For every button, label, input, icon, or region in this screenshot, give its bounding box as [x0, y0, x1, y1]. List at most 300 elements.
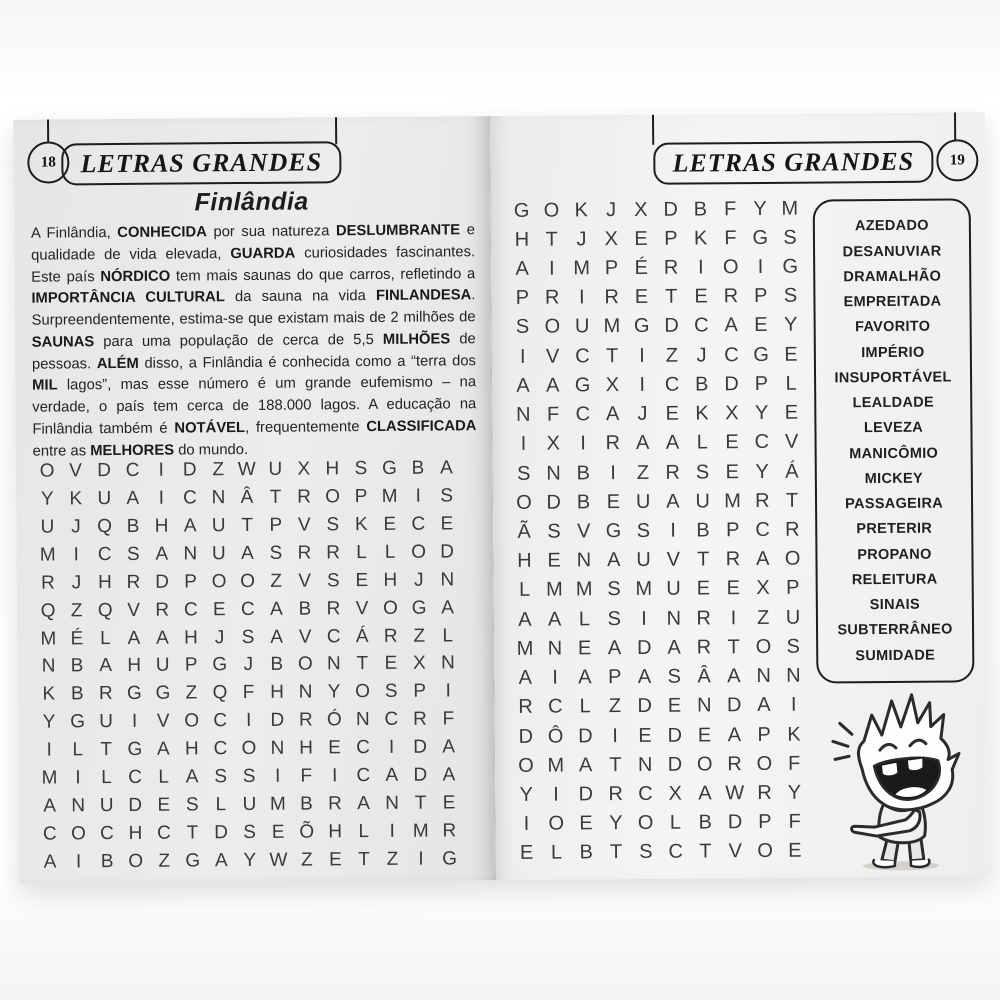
grid-letter: O: [516, 491, 532, 514]
grid-letter: R: [544, 286, 560, 309]
grid-letter: A: [578, 666, 592, 689]
grid-letter: P: [604, 257, 619, 280]
grid-letter: A: [518, 608, 532, 631]
grid-letter: C: [97, 544, 112, 566]
header-title-box: [653, 141, 933, 185]
grid-letter: P: [607, 666, 622, 689]
grid-letter: A: [756, 548, 770, 571]
grid-letter: M: [269, 793, 286, 815]
grid-letter: I: [158, 487, 165, 509]
header-connector-line: [652, 115, 654, 145]
grid-letter: P: [786, 577, 800, 600]
grid-letter: A: [515, 257, 529, 280]
grid-letter: I: [388, 736, 395, 758]
grid-letter: A: [214, 849, 228, 871]
grid-letter: N: [326, 653, 341, 675]
text-run: por sua natureza: [206, 223, 337, 241]
grid-letter: M: [381, 486, 398, 508]
grid-letter: M: [547, 754, 565, 777]
grid-letter: S: [241, 626, 255, 648]
grid-letter: I: [73, 544, 79, 566]
grid-letter: D: [155, 571, 169, 593]
grid-letter: V: [545, 345, 560, 368]
grid-letter: Q: [97, 599, 113, 621]
grid-letter: U: [211, 515, 226, 537]
grid-letter: R: [727, 752, 742, 775]
text-run: e qualidade de vida elevada,: [31, 222, 475, 264]
grid-letter: R: [663, 256, 679, 279]
grid-letter: I: [389, 820, 395, 842]
grid-letter: A: [607, 636, 622, 660]
grid-letter: P: [184, 654, 198, 676]
grid-letter: V: [355, 597, 369, 619]
grid-letter: D: [578, 783, 594, 806]
grid-letter: N: [211, 487, 226, 509]
grid-letter: U: [242, 793, 257, 815]
grid-letter: F: [442, 708, 455, 730]
grid-letter: Z: [212, 459, 225, 481]
grid-letter: T: [609, 841, 623, 864]
grid-letter: L: [215, 793, 227, 816]
grid-letter: G: [212, 654, 228, 676]
grid-letter: T: [241, 515, 254, 537]
grid-letter: L: [785, 372, 797, 395]
grid-letter: O: [355, 681, 371, 703]
grid-letter: Q: [40, 600, 56, 622]
grid-letter: I: [523, 812, 530, 836]
grid-letter: X: [634, 198, 648, 221]
grid-letter: Y: [755, 460, 769, 483]
grid-letter: E: [579, 812, 593, 835]
word-list-item: DRAMALHÃO: [843, 268, 942, 286]
grid-letter: J: [71, 572, 82, 594]
grid-letter: X: [546, 432, 561, 455]
grid-letter: I: [246, 710, 252, 732]
grid-letter: N: [786, 664, 801, 687]
grid-letter: B: [696, 519, 710, 542]
grid-letter: T: [100, 739, 113, 761]
grid-letter: T: [186, 822, 199, 844]
grid-letter: O: [241, 738, 257, 760]
grid-letter: I: [553, 783, 559, 806]
text-run: , frequentemente: [245, 418, 367, 436]
grid-letter: M: [40, 628, 57, 650]
grid-letter: K: [693, 227, 708, 250]
grid-letter: R: [696, 636, 712, 659]
grid-letter: N: [440, 569, 455, 591]
grid-letter: H: [270, 682, 284, 704]
word-list: [813, 198, 975, 683]
grid-letter: I: [612, 724, 619, 747]
grid-letter: C: [128, 766, 142, 788]
grid-letter: U: [99, 794, 114, 816]
grid-letter: U: [636, 549, 651, 572]
grid-letter: D: [637, 695, 653, 718]
grid-letter: G: [605, 520, 622, 543]
grid-letter: P: [664, 227, 678, 250]
keyword: NÓRDICO: [100, 268, 171, 285]
grid-letter: D: [518, 725, 534, 748]
grid-letter: Z: [70, 600, 83, 622]
grid-letter: I: [639, 344, 645, 367]
grid-letter: J: [413, 569, 424, 591]
grid-letter: L: [100, 627, 111, 649]
grid-letter: E: [606, 490, 621, 513]
grid-letter: O: [39, 460, 55, 483]
grid-letter: S: [636, 519, 651, 542]
grid-letter: A: [357, 792, 370, 814]
grid-letter: F: [787, 752, 801, 775]
grid-letter: B: [300, 793, 313, 815]
grid-letter: A: [607, 549, 621, 572]
header-connector-line: [335, 117, 337, 144]
grid-letter: T: [665, 285, 678, 308]
grid-letter: E: [519, 842, 534, 865]
grid-letter: S: [243, 821, 257, 843]
grid-letter: S: [783, 284, 798, 308]
grid-letter: X: [725, 402, 739, 425]
keyword: MILHÕES: [382, 331, 451, 348]
grid-letter: A: [666, 490, 680, 513]
grid-letter: E: [355, 569, 369, 592]
grid-letter: A: [727, 723, 742, 746]
grid-letter: O: [756, 752, 773, 775]
grid-letter: X: [668, 782, 682, 805]
motion-lines-icon: [833, 723, 852, 759]
grid-letter: N: [385, 792, 399, 814]
grid-letter: N: [355, 709, 370, 731]
word-list-item: INSUPORTÁVEL: [834, 369, 952, 387]
grid-letter: E: [577, 637, 592, 660]
grid-letter: M: [41, 767, 58, 789]
grid-letter: R: [326, 597, 341, 620]
grid-letter: F: [242, 682, 255, 704]
grid-letter: P: [184, 571, 197, 593]
grid-letter: O: [211, 571, 227, 593]
grid-letter: T: [696, 548, 710, 571]
grid-letter: C: [183, 599, 198, 621]
grid-letter: Á: [355, 625, 369, 647]
word-list-item: RELEITURA: [851, 571, 938, 589]
grid-letter: A: [440, 457, 453, 479]
grid-letter: D: [636, 636, 652, 659]
grid-letter: B: [576, 461, 591, 484]
grid-letter: D: [546, 491, 562, 514]
grid-letter: E: [694, 285, 708, 308]
grid-letter: H: [184, 738, 199, 760]
grid-letter: A: [185, 766, 199, 788]
word-list-item: PASSAGEIRA: [845, 495, 944, 513]
grid-letter: Y: [754, 402, 769, 425]
grid-letter: B: [411, 458, 425, 480]
grid-letter: I: [274, 765, 281, 787]
grid-letter: E: [725, 460, 740, 483]
grid-letter: O: [128, 850, 144, 872]
grid-letter: V: [728, 840, 743, 863]
grid-letter: R: [98, 683, 113, 705]
grid-letter: F: [724, 197, 737, 220]
grid-letter: C: [42, 823, 57, 845]
grid-letter: O: [548, 812, 565, 835]
grid-letter: E: [697, 723, 712, 746]
grid-letter: D: [182, 459, 197, 481]
grid-letter: C: [548, 695, 563, 718]
grid-letter: D: [667, 724, 683, 747]
grid-letter: E: [384, 653, 398, 675]
grid-letter: P: [754, 372, 769, 395]
grid-letter: R: [518, 696, 533, 719]
grid-letter: D: [413, 736, 428, 758]
text-run: para uma população de cerca de 5,5: [94, 331, 383, 350]
grid-letter: O: [784, 547, 801, 570]
grid-letter: Ã: [517, 520, 531, 543]
grid-letter: V: [298, 626, 312, 648]
grid-letter: E: [328, 737, 341, 759]
left-word-grid: [33, 454, 464, 875]
grid-letter: G: [513, 199, 530, 222]
grid-letter: S: [667, 665, 682, 688]
word-list-item: EMPREITADA: [843, 293, 942, 311]
grid-letter: F: [788, 810, 801, 833]
grid-letter: O: [757, 840, 773, 863]
text-run: do mundo.: [173, 441, 249, 459]
header-connector-line: [47, 120, 49, 144]
grid-letter: Y: [243, 849, 257, 871]
grid-letter: Q: [97, 516, 113, 538]
grid-letter: H: [383, 569, 398, 591]
grid-letter: R: [723, 285, 739, 308]
grid-letter: Z: [757, 606, 770, 629]
grid-letter: C: [384, 709, 399, 731]
grid-letter: A: [240, 542, 254, 565]
series-title: LETRAS GRANDES: [80, 147, 323, 179]
grid-letter: N: [547, 637, 563, 660]
word-list-item: PRETERIR: [856, 520, 933, 538]
word-list-item: LEVEZA: [863, 419, 924, 437]
grid-letter: E: [784, 401, 799, 424]
grid-letter: B: [576, 491, 591, 514]
grid-letter: P: [269, 514, 283, 536]
grid-letter: A: [385, 764, 399, 786]
grid-letter: D: [663, 198, 678, 221]
grid-letter: C: [724, 343, 739, 366]
laughing-boy-illustration: [823, 688, 982, 873]
grid-letter: E: [271, 821, 285, 843]
page-19: [490, 112, 991, 880]
grid-letter: Y: [327, 681, 341, 703]
grid-letter: D: [128, 794, 143, 816]
grid-letter: B: [298, 598, 312, 620]
grid-letter: I: [445, 680, 451, 702]
text-run: entre as: [32, 442, 91, 460]
grid-letter: I: [610, 461, 616, 484]
grid-letter: K: [695, 402, 709, 425]
grid-letter: T: [727, 635, 740, 659]
grid-letter: L: [578, 607, 591, 631]
grid-letter: M: [39, 544, 56, 566]
grid-letter: D: [270, 709, 285, 732]
grid-letter: T: [358, 848, 370, 870]
grid-letter: I: [332, 765, 338, 787]
grid-letter: H: [325, 458, 340, 480]
word-list-item: MANICÔMIO: [849, 445, 939, 462]
grid-letter: K: [42, 683, 56, 705]
grid-letter: I: [579, 286, 585, 309]
grid-letter: I: [415, 485, 421, 507]
grid-letter: O: [411, 541, 427, 563]
grid-letter: C: [356, 737, 371, 759]
grid-letter: Y: [519, 783, 533, 806]
grid-letter: A: [724, 314, 738, 337]
grid-letter: N: [546, 462, 561, 485]
grid-letter: S: [440, 485, 454, 507]
grid-letter: I: [552, 666, 558, 689]
grid-letter: I: [757, 255, 764, 278]
grid-letter: I: [158, 460, 164, 482]
grid-letter: F: [724, 226, 737, 250]
grid-letter: U: [635, 490, 651, 513]
grid-letter: I: [730, 606, 737, 629]
grid-letter: Ó: [326, 709, 342, 731]
grid-letter: A: [156, 738, 170, 760]
grid-letter: P: [753, 285, 768, 308]
grid-letter: A: [546, 374, 560, 397]
grid-letter: L: [358, 820, 370, 842]
article-title: Finlândia: [194, 187, 309, 217]
grid-letter: R: [442, 820, 457, 842]
keyword: NOTÁVEL: [174, 419, 246, 437]
grid-letter: P: [757, 723, 771, 746]
grid-letter: V: [297, 514, 311, 536]
grid-letter: R: [126, 571, 141, 593]
grid-letter: W: [237, 459, 256, 481]
grid-letter: N: [71, 795, 86, 817]
grid-letter: I: [75, 850, 82, 872]
grid-letter: V: [666, 548, 681, 571]
header-title-box: [61, 141, 341, 185]
grid-letter: Y: [40, 488, 54, 510]
grid-letter: B: [70, 683, 84, 705]
grid-letter: S: [214, 766, 228, 788]
grid-letter: G: [185, 849, 201, 872]
grid-letter: A: [637, 665, 652, 689]
grid-letter: N: [41, 655, 56, 678]
grid-letter: L: [356, 542, 367, 564]
grid-letter: S: [547, 520, 561, 543]
keyword: IMPORTÂNCIA CULTURAL: [31, 289, 225, 307]
grid-letter: F: [300, 765, 313, 787]
page-number: 18: [40, 153, 56, 171]
grid-letter: C: [213, 738, 228, 760]
grid-letter: C: [638, 782, 653, 805]
keyword: CONHECIDA: [117, 224, 207, 242]
grid-letter: Y: [609, 812, 623, 835]
grid-letter: C: [754, 431, 770, 454]
grid-letter: H: [154, 515, 169, 537]
keyword: CLASSIFICADA: [366, 417, 477, 435]
grid-letter: E: [725, 431, 739, 454]
grid-letter: Z: [270, 570, 283, 592]
grid-letter: I: [641, 607, 647, 630]
grid-letter: C: [575, 344, 590, 368]
grid-letter: V: [156, 710, 170, 732]
grid-letter: S: [786, 635, 801, 658]
grid-letter: L: [158, 766, 169, 788]
keyword: GUARDA: [230, 245, 296, 262]
grid-letter: T: [356, 653, 369, 675]
grid-letter: I: [580, 432, 586, 455]
grid-letter: S: [242, 765, 256, 787]
grid-letter: E: [726, 577, 740, 600]
grid-letter: G: [782, 255, 799, 278]
grid-letter: R: [665, 461, 680, 484]
grid-letter: N: [756, 664, 772, 688]
grid-letter: Z: [301, 849, 313, 871]
grid-letter: B: [126, 515, 140, 538]
grid-letter: I: [670, 519, 677, 542]
grid-letter: I: [639, 373, 646, 396]
header-connector-line: [954, 112, 956, 140]
grid-letter: N: [441, 652, 455, 674]
grid-letter: Y: [42, 711, 56, 733]
grid-letter: U: [574, 315, 590, 338]
grid-letter: H: [517, 549, 532, 573]
grid-letter: M: [516, 637, 534, 660]
grid-letter: G: [442, 847, 458, 870]
grid-letter: A: [270, 626, 284, 648]
grid-letter: Z: [185, 682, 198, 704]
text-run: A Finlândia,: [30, 225, 118, 242]
grid-letter: N: [515, 403, 531, 426]
grid-letter: P: [515, 287, 530, 310]
keyword: ALÉM: [96, 355, 139, 372]
keyword: FINLANDESA: [375, 287, 472, 305]
grid-letter: H: [514, 228, 530, 251]
right-word-grid: [507, 194, 810, 868]
grid-letter: C: [664, 373, 680, 396]
grid-letter: S: [607, 578, 621, 601]
grid-letter: N: [270, 737, 285, 759]
grid-letter: S: [607, 607, 621, 630]
grid-letter: L: [518, 579, 531, 602]
grid-letter: S: [269, 542, 283, 564]
grid-letter: C: [157, 822, 171, 844]
grid-letter: J: [605, 198, 617, 221]
page-number-badge: [27, 141, 69, 183]
grid-letter: X: [413, 653, 426, 675]
grid-letter: S: [326, 570, 340, 592]
grid-letter: T: [699, 840, 712, 863]
grid-letter: O: [240, 570, 256, 592]
grid-letter: O: [722, 256, 739, 279]
grid-letter: L: [101, 767, 112, 789]
grid-letter: A: [605, 403, 620, 426]
grid-letter: S: [783, 226, 797, 249]
grid-letter: R: [755, 489, 770, 512]
word-list-item: FAVORITO: [855, 318, 931, 336]
grid-letter: B: [579, 841, 594, 864]
grid-letter: L: [696, 431, 708, 454]
word-list-item: AZEDADO: [854, 217, 929, 235]
grid-letter: R: [604, 286, 620, 309]
grid-letter: É: [634, 256, 649, 279]
grid-letter: C: [575, 403, 591, 426]
grid-letter: V: [127, 599, 141, 621]
grid-letter: C: [668, 840, 683, 864]
grid-letter: G: [381, 458, 397, 480]
grid-letter: D: [726, 694, 742, 717]
grid-letter: U: [97, 488, 112, 510]
